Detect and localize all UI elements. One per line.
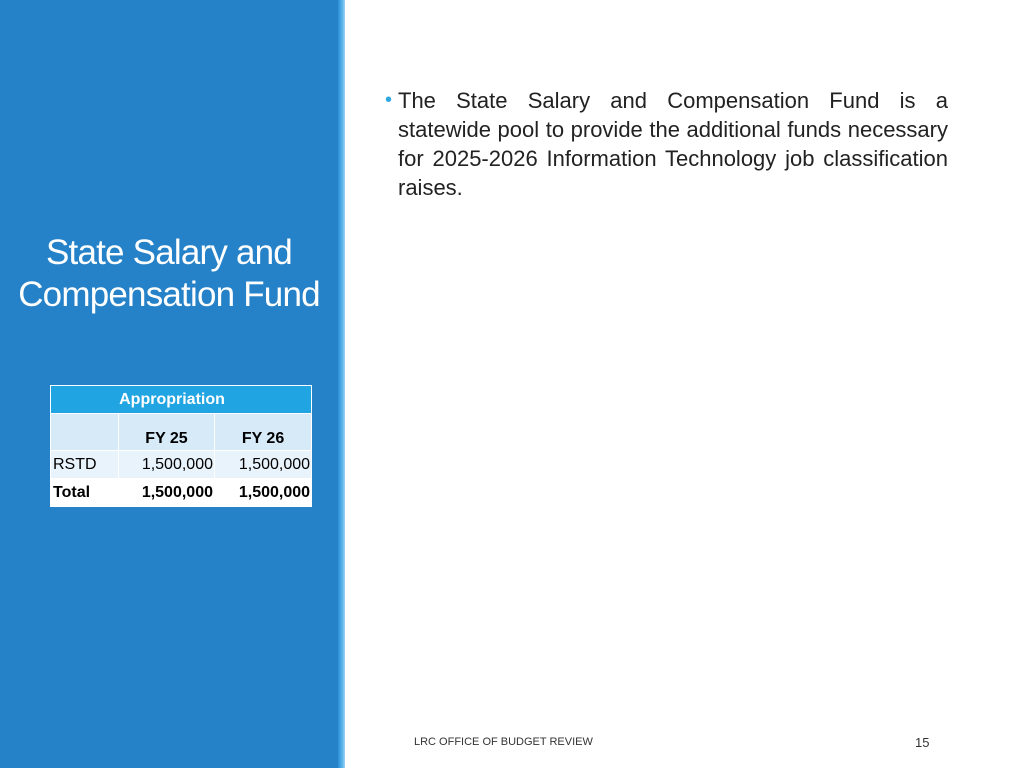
row-label: RSTD	[51, 451, 119, 479]
appropriation-table	[50, 385, 312, 507]
table-row	[51, 451, 312, 479]
accent-strip	[338, 0, 345, 768]
left-panel	[0, 0, 338, 768]
page-number: 15	[915, 735, 930, 750]
table-header-row	[51, 386, 312, 414]
column-header-fy26: FY 26	[215, 414, 312, 451]
footer-org: LRC OFFICE OF BUDGET REVIEW	[414, 736, 593, 748]
table-corner-cell	[51, 414, 119, 451]
bullet-text: The State Salary and Compensation Fund is a statewide pool to provide the additional funds necessary for 2025-2026 Information Technology job classification raises.	[398, 88, 948, 200]
table-column-row	[51, 414, 312, 451]
column-header-fy25: FY 25	[119, 414, 215, 451]
bullet-item	[385, 86, 948, 202]
bullet-list	[385, 86, 948, 202]
table-header: Appropriation	[51, 386, 312, 414]
slide-title: State Salary and Compensation Fund	[18, 233, 320, 314]
cell-value: 1,500,000	[215, 479, 312, 507]
cell-value: 1,500,000	[119, 479, 215, 507]
bullet-icon: •	[385, 89, 393, 111]
cell-value: 1,500,000	[119, 451, 215, 479]
cell-value: 1,500,000	[215, 451, 312, 479]
table-total-row	[51, 479, 312, 507]
row-label: Total	[51, 479, 119, 507]
